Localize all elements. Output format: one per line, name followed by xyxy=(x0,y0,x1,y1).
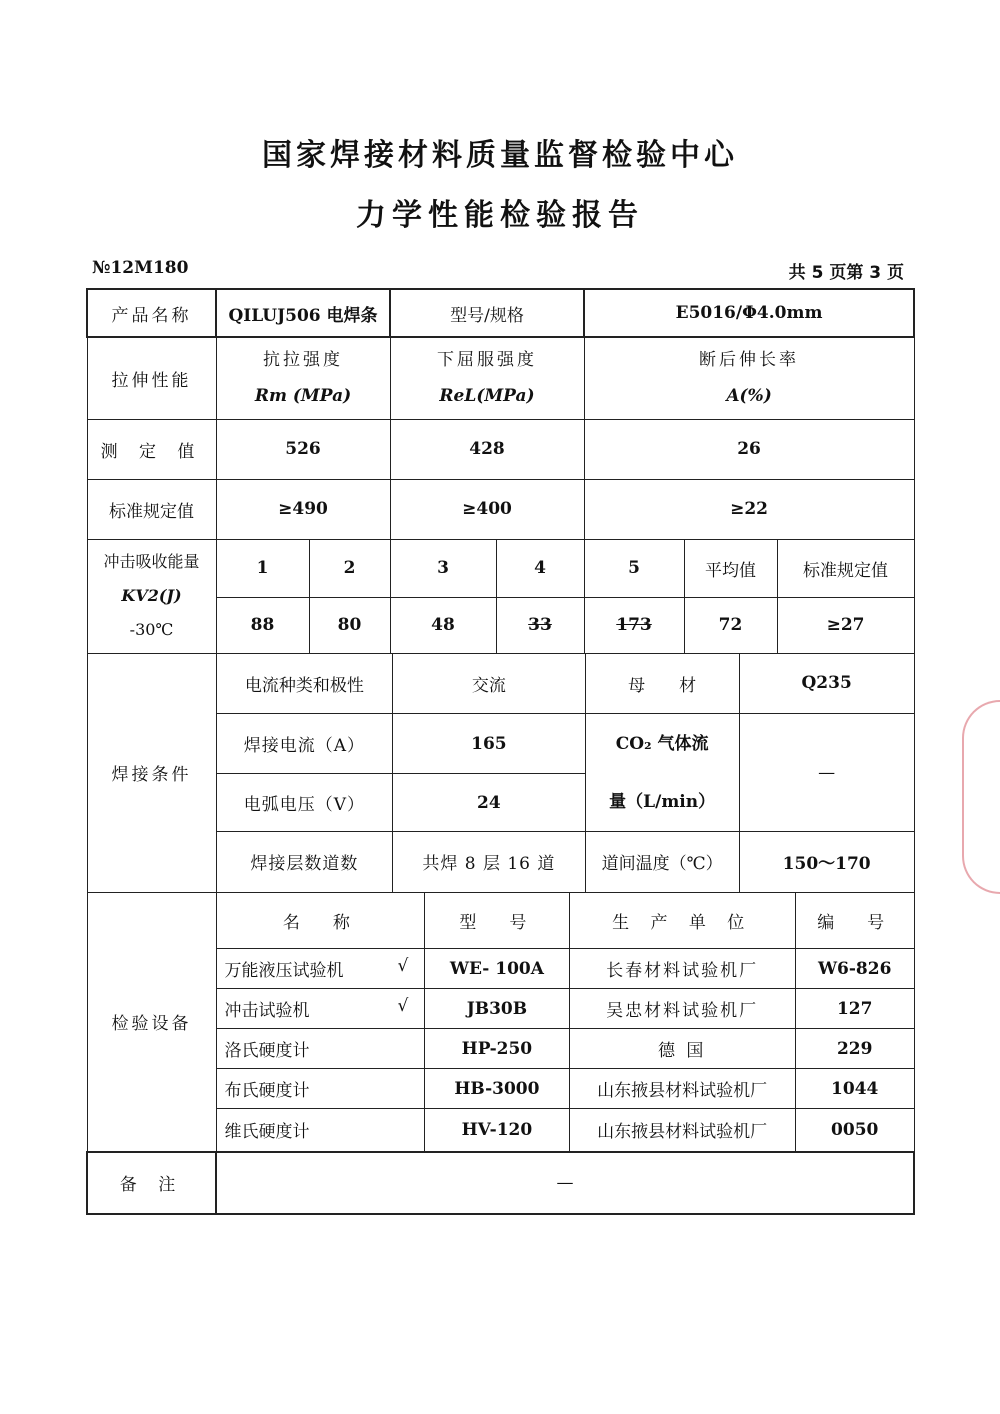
tensile-strength-unit: Rm (MPa) xyxy=(254,386,352,407)
impact-value-1: 88 xyxy=(216,597,309,653)
equipment-name xyxy=(217,1029,425,1069)
product-name-label: 产品名称 xyxy=(87,289,216,337)
model-value: E5016/Φ4.0mm xyxy=(584,289,914,337)
elongation-unit: A(%) xyxy=(726,386,772,407)
equipment-maker: 山东掖县材料试验机厂 xyxy=(569,1069,795,1109)
tensile-strength-title: 抗拉强度 xyxy=(263,350,343,371)
elongation-title: 断后伸长率 xyxy=(699,350,800,371)
equipment-name-text: 万能液压试验机 xyxy=(224,961,344,981)
weld-layers-value: 共焊 8 层 16 道 xyxy=(393,832,585,892)
impact-value-4: 33 xyxy=(496,597,584,653)
base-metal-label: 母 材 xyxy=(585,654,739,714)
equipment-code: W6-826 xyxy=(795,949,913,989)
impact-header-4: 4 xyxy=(496,539,584,597)
equipment-label: 检验设备 xyxy=(87,892,216,1152)
impact-header-1: 1 xyxy=(216,539,309,597)
equipment-code: 1044 xyxy=(795,1069,913,1109)
tensile-label: 拉伸性能 xyxy=(87,337,216,419)
yield-strength-title: 下屈服强度 xyxy=(437,350,537,371)
standard-label: 标准规定值 xyxy=(87,479,216,539)
report-title-line2: 力学性能检验报告 xyxy=(356,198,644,233)
product-row xyxy=(87,289,914,337)
current-type-value: 交流 xyxy=(393,654,585,714)
impact-value-3: 48 xyxy=(390,597,496,653)
remarks-label: 备 注 xyxy=(87,1152,216,1214)
remarks-value: — xyxy=(216,1152,914,1214)
standard-row xyxy=(87,479,914,539)
impact-value-2: 80 xyxy=(309,597,390,653)
equipment-row xyxy=(217,1029,914,1069)
equipment-section xyxy=(87,892,914,1152)
equipment-code: 0050 xyxy=(795,1109,913,1151)
impact-label xyxy=(87,539,216,653)
co2-flow-label-line2: 量（L/min） xyxy=(609,791,716,812)
standard-yield: ≥400 xyxy=(390,479,584,539)
equipment-maker: 长春材料试验机厂 xyxy=(569,949,795,989)
model-label: 型号/规格 xyxy=(390,289,584,337)
equipment-header-maker: 生 产 单 位 xyxy=(569,893,795,949)
elongation-header xyxy=(584,337,914,419)
yield-strength-header xyxy=(390,337,584,419)
measured-label: 测 定 值 xyxy=(87,419,216,479)
remarks-row xyxy=(87,1152,914,1214)
equipment-model: JB30B xyxy=(425,989,569,1029)
measured-row xyxy=(87,419,914,479)
check-mark-icon: √ xyxy=(397,996,409,1016)
report-number: №12M180 xyxy=(92,258,189,278)
impact-header-5: 5 xyxy=(584,539,684,597)
equipment-maker: 吴忠材料试验机厂 xyxy=(569,989,795,1029)
impact-value-standard: ≥27 xyxy=(777,597,914,653)
impact-header-standard: 标准规定值 xyxy=(777,539,914,597)
equipment-code: 229 xyxy=(795,1029,913,1069)
equipment-name xyxy=(217,1069,425,1109)
tensile-header-row xyxy=(87,337,914,419)
equipment-code: 127 xyxy=(795,989,913,1029)
equipment-model: HP-250 xyxy=(425,1029,569,1069)
measured-yield: 428 xyxy=(390,419,584,479)
current-type-label: 电流种类和极性 xyxy=(217,654,393,714)
tensile-strength-header xyxy=(216,337,390,419)
equipment-name-text: 布氏硬度计 xyxy=(224,1081,310,1101)
equipment-header-code: 编 号 xyxy=(795,893,913,949)
pagination: 共 5 页第 3 页 xyxy=(788,263,904,283)
equipment-header-model: 型 号 xyxy=(425,893,569,949)
equipment-grid xyxy=(216,892,914,1152)
equipment-name-text: 冲击试验机 xyxy=(224,1001,310,1021)
weld-layers-label: 焊接层数道数 xyxy=(217,832,393,892)
measured-elongation: 26 xyxy=(584,419,914,479)
impact-header-row xyxy=(87,539,914,597)
welding-grid xyxy=(216,653,914,892)
equipment-name xyxy=(217,1109,425,1151)
welding-label: 焊接条件 xyxy=(87,653,216,892)
equipment-row xyxy=(217,1069,914,1109)
arc-voltage-value: 24 xyxy=(393,774,585,832)
equipment-model: HB-3000 xyxy=(425,1069,569,1109)
equipment-header-name: 名 称 xyxy=(217,893,425,949)
welding-section xyxy=(87,653,914,892)
equipment-row xyxy=(217,949,914,989)
impact-header-3: 3 xyxy=(390,539,496,597)
equipment-name-text: 洛氏硬度计 xyxy=(224,1041,310,1061)
equipment-row xyxy=(217,989,914,1029)
impact-label-line3: -30℃ xyxy=(129,620,174,639)
impact-value-5: 173 xyxy=(584,597,684,653)
impact-header-2: 2 xyxy=(309,539,390,597)
co2-flow-label xyxy=(585,714,739,832)
seal-stamp-edge xyxy=(962,700,1000,894)
co2-flow-value: — xyxy=(739,714,913,832)
equipment-maker: 德 国 xyxy=(569,1029,795,1069)
equipment-maker: 山东掖县材料试验机厂 xyxy=(569,1109,795,1151)
impact-label-line1: 冲击吸收能量 xyxy=(103,552,200,571)
arc-voltage-label: 电弧电压（V） xyxy=(217,774,393,832)
equipment-model: WE- 100A xyxy=(425,949,569,989)
standard-elongation: ≥22 xyxy=(584,479,914,539)
equipment-name xyxy=(217,989,425,1029)
impact-header-average: 平均值 xyxy=(684,539,777,597)
test-report-table xyxy=(86,288,915,1215)
equipment-name xyxy=(217,949,425,989)
impact-value-average: 72 xyxy=(684,597,777,653)
measured-tensile: 526 xyxy=(216,419,390,479)
impact-label-line2: KV2(J) xyxy=(121,586,182,605)
equipment-name-text: 维氏硬度计 xyxy=(224,1122,310,1143)
equipment-row xyxy=(217,1109,914,1151)
base-metal-value: Q235 xyxy=(739,654,913,714)
yield-strength-unit: ReL(MPa) xyxy=(439,386,535,407)
product-name-value: QILUJ506 电焊条 xyxy=(216,289,390,337)
equipment-model: HV-120 xyxy=(425,1109,569,1151)
interpass-temp-value: 150～170 xyxy=(739,832,913,892)
standard-tensile: ≥490 xyxy=(216,479,390,539)
co2-flow-label-line1: CO₂ 气体流 xyxy=(615,733,709,754)
check-mark-icon: √ xyxy=(397,956,409,976)
interpass-temp-label: 道间温度（℃） xyxy=(585,832,739,892)
report-title-line1: 国家焊接材料质量监督检验中心 xyxy=(262,138,738,173)
welding-current-value: 165 xyxy=(393,714,585,774)
welding-current-label: 焊接电流（A） xyxy=(217,714,393,774)
